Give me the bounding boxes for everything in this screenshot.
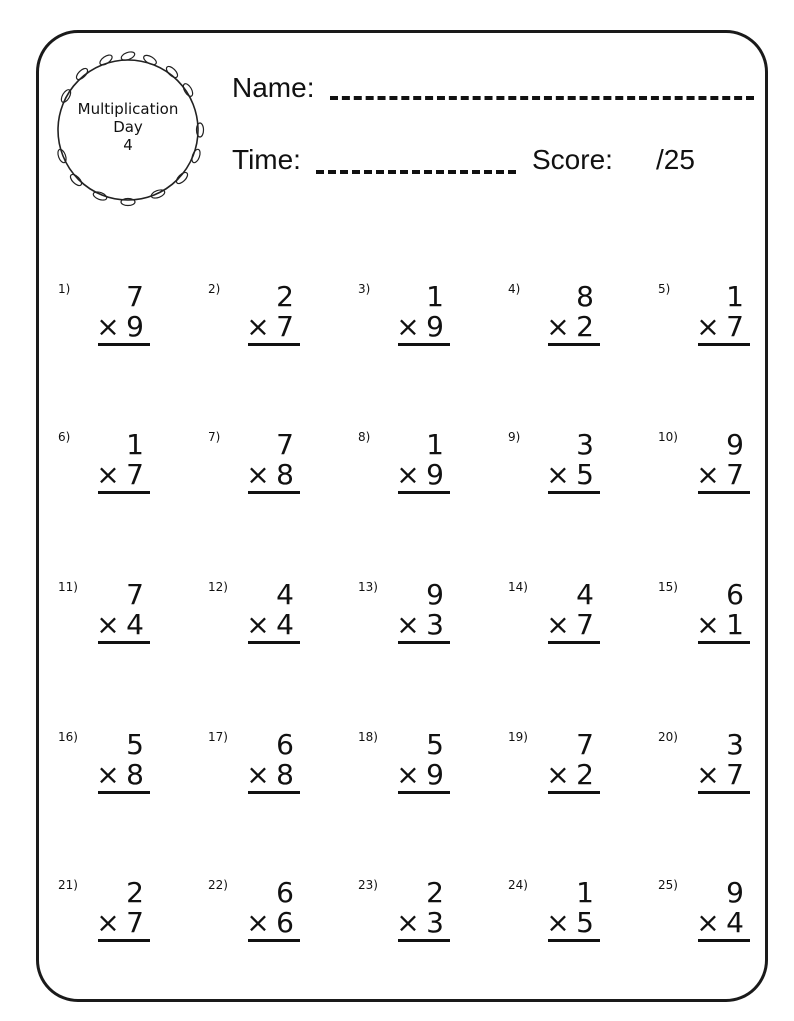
problem-item (508, 730, 600, 840)
score-total: /25 (656, 144, 695, 175)
answer-line[interactable] (98, 491, 150, 494)
answer-line[interactable] (398, 491, 450, 494)
multiplicand: 3 (726, 728, 744, 761)
times-sign: × (246, 458, 270, 491)
problem-item (358, 430, 450, 540)
problem-number: 14) (508, 580, 528, 594)
problem-number: 22) (208, 878, 228, 892)
multiplier: 3 (426, 906, 444, 939)
problem-item (58, 730, 150, 840)
times-sign: × (546, 906, 570, 939)
problem-item (508, 878, 600, 988)
answer-line[interactable] (548, 641, 600, 644)
answer-line[interactable] (98, 641, 150, 644)
multiplier: 7 (126, 458, 144, 491)
problem-number: 19) (508, 730, 528, 744)
times-sign: × (246, 906, 270, 939)
answer-line[interactable] (98, 791, 150, 794)
problem-item (658, 282, 750, 392)
multiplier: 7 (576, 608, 594, 641)
multiplier: 5 (576, 458, 594, 491)
multiplier: 4 (276, 608, 294, 641)
times-sign: × (396, 458, 420, 491)
time-field[interactable] (316, 170, 516, 174)
problem-item (508, 580, 600, 690)
multiplicand: 9 (726, 428, 744, 461)
multiplicand: 1 (426, 280, 444, 313)
multiplier: 2 (576, 758, 594, 791)
problem-number: 6) (58, 430, 71, 444)
problem-number: 9) (508, 430, 521, 444)
multiplier: 5 (576, 906, 594, 939)
problem-item (508, 430, 600, 540)
problem-item (358, 282, 450, 392)
problem-number: 7) (208, 430, 221, 444)
problem-item (208, 878, 300, 988)
multiplier: 4 (726, 906, 744, 939)
times-sign: × (396, 758, 420, 791)
times-sign: × (696, 906, 720, 939)
badge-line-2: Day (113, 118, 143, 136)
problem-number: 2) (208, 282, 221, 296)
answer-line[interactable] (398, 791, 450, 794)
multiplicand: 8 (576, 280, 594, 313)
problem-number: 11) (58, 580, 78, 594)
answer-line[interactable] (248, 491, 300, 494)
times-sign: × (396, 906, 420, 939)
multiplier: 4 (126, 608, 144, 641)
multiplicand: 2 (276, 280, 294, 313)
problem-item (658, 878, 750, 988)
multiplier: 1 (726, 608, 744, 641)
multiplier: 7 (726, 310, 744, 343)
problem-number: 4) (508, 282, 521, 296)
multiplicand: 9 (426, 578, 444, 611)
problem-item (208, 730, 300, 840)
problem-number: 13) (358, 580, 378, 594)
multiplier: 3 (426, 608, 444, 641)
problem-number: 24) (508, 878, 528, 892)
answer-line[interactable] (548, 939, 600, 942)
times-sign: × (96, 310, 120, 343)
problem-number: 18) (358, 730, 378, 744)
problem-item (58, 580, 150, 690)
times-sign: × (696, 608, 720, 641)
problem-number: 8) (358, 430, 371, 444)
answer-line[interactable] (698, 939, 750, 942)
multiplicand: 3 (576, 428, 594, 461)
times-sign: × (696, 458, 720, 491)
problem-number: 23) (358, 878, 378, 892)
times-sign: × (546, 310, 570, 343)
multiplicand: 4 (276, 578, 294, 611)
multiplier: 9 (426, 310, 444, 343)
times-sign: × (396, 310, 420, 343)
multiplicand: 1 (426, 428, 444, 461)
problem-number: 1) (58, 282, 71, 296)
answer-line[interactable] (98, 343, 150, 346)
multiplicand: 5 (126, 728, 144, 761)
multiplier: 9 (126, 310, 144, 343)
multiplicand: 9 (726, 876, 744, 909)
times-sign: × (96, 758, 120, 791)
problem-number: 17) (208, 730, 228, 744)
multiplier: 2 (576, 310, 594, 343)
answer-line[interactable] (698, 791, 750, 794)
answer-line[interactable] (398, 939, 450, 942)
problem-item (208, 580, 300, 690)
problem-number: 3) (358, 282, 371, 296)
problem-item (58, 282, 150, 392)
multiplier: 8 (276, 458, 294, 491)
problem-number: 10) (658, 430, 678, 444)
problem-item (658, 580, 750, 690)
multiplier: 6 (276, 906, 294, 939)
times-sign: × (546, 458, 570, 491)
multiplicand: 6 (276, 728, 294, 761)
times-sign: × (546, 758, 570, 791)
multiplicand: 7 (126, 280, 144, 313)
answer-line[interactable] (548, 491, 600, 494)
name-field[interactable] (330, 96, 754, 100)
answer-line[interactable] (698, 343, 750, 346)
answer-line[interactable] (248, 641, 300, 644)
multiplicand: 7 (276, 428, 294, 461)
badge-line-3: 4 (123, 136, 133, 154)
problem-item (58, 878, 150, 988)
problem-item (208, 430, 300, 540)
problem-item (58, 430, 150, 540)
multiplicand: 6 (276, 876, 294, 909)
multiplier: 7 (726, 458, 744, 491)
answer-line[interactable] (698, 491, 750, 494)
score-label: Score: (532, 144, 613, 175)
name-label: Name: (232, 72, 315, 103)
problem-item (208, 282, 300, 392)
multiplicand: 6 (726, 578, 744, 611)
multiplicand: 7 (126, 578, 144, 611)
problem-number: 5) (658, 282, 671, 296)
answer-line[interactable] (248, 939, 300, 942)
badge-line-1: Multiplication (77, 100, 179, 118)
answer-line[interactable] (548, 343, 600, 346)
problem-number: 15) (658, 580, 678, 594)
answer-line[interactable] (248, 791, 300, 794)
multiplier: 9 (426, 758, 444, 791)
times-sign: × (96, 608, 120, 641)
times-sign: × (96, 458, 120, 491)
problem-item (658, 430, 750, 540)
problem-item (658, 730, 750, 840)
problem-number: 16) (58, 730, 78, 744)
problem-number: 21) (58, 878, 78, 892)
problem-number: 25) (658, 878, 678, 892)
multiplicand: 1 (726, 280, 744, 313)
multiplicand: 2 (126, 876, 144, 909)
multiplicand: 5 (426, 728, 444, 761)
multiplier: 9 (426, 458, 444, 491)
multiplicand: 7 (576, 728, 594, 761)
problem-item (508, 282, 600, 392)
times-sign: × (696, 310, 720, 343)
title-badge (48, 46, 216, 214)
times-sign: × (396, 608, 420, 641)
time-label: Time: (232, 144, 301, 175)
answer-line[interactable] (698, 641, 750, 644)
problem-item (358, 730, 450, 840)
multiplicand: 1 (576, 876, 594, 909)
answer-line[interactable] (398, 641, 450, 644)
problem-number: 20) (658, 730, 678, 744)
answer-line[interactable] (548, 791, 600, 794)
problem-item (358, 878, 450, 988)
answer-line[interactable] (98, 939, 150, 942)
problem-item (358, 580, 450, 690)
multiplier: 7 (126, 906, 144, 939)
multiplier: 8 (276, 758, 294, 791)
answer-line[interactable] (398, 343, 450, 346)
times-sign: × (246, 310, 270, 343)
times-sign: × (246, 608, 270, 641)
multiplicand: 4 (576, 578, 594, 611)
times-sign: × (696, 758, 720, 791)
answer-line[interactable] (248, 343, 300, 346)
multiplier: 8 (126, 758, 144, 791)
badge-title (48, 100, 208, 154)
times-sign: × (96, 906, 120, 939)
multiplier: 7 (726, 758, 744, 791)
problem-number: 12) (208, 580, 228, 594)
times-sign: × (546, 608, 570, 641)
multiplier: 7 (276, 310, 294, 343)
times-sign: × (246, 758, 270, 791)
multiplicand: 2 (426, 876, 444, 909)
multiplicand: 1 (126, 428, 144, 461)
